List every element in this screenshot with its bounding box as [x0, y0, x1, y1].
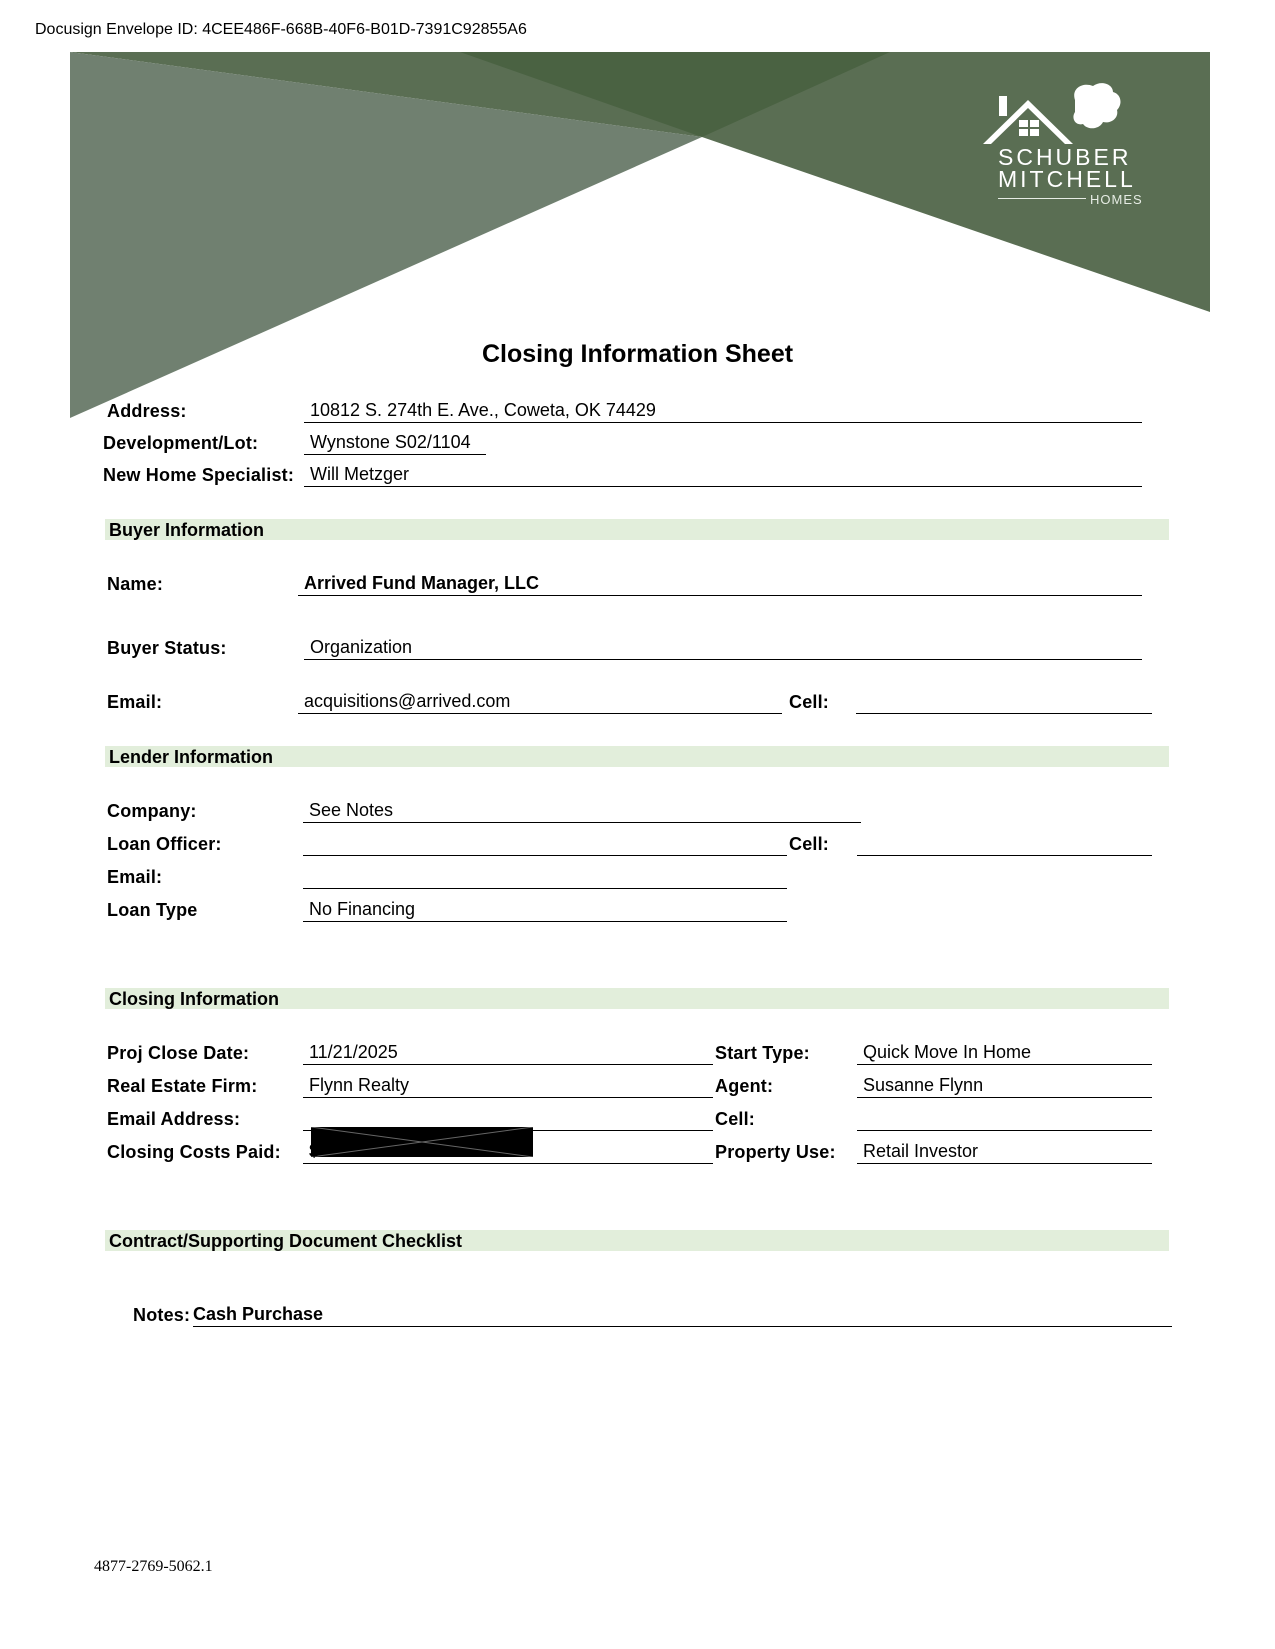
agent-field[interactable]: Susanne Flynn [857, 1074, 1152, 1098]
closing-email-label: Email Address: [107, 1109, 241, 1129]
buyer-section-heading: Buyer Information [105, 519, 1169, 540]
buyer-name-label: Name: [107, 574, 164, 594]
lender-email-field[interactable] [303, 865, 787, 889]
specialist-label: New Home Specialist: [103, 465, 295, 485]
closing-costs-label: Closing Costs Paid: [107, 1142, 281, 1162]
logo-rule [998, 198, 1086, 199]
property-use-field[interactable]: Retail Investor [857, 1140, 1152, 1164]
real-estate-firm-field[interactable]: Flynn Realty [303, 1074, 713, 1098]
buyer-status-field[interactable]: Organization [304, 636, 1142, 660]
development-field[interactable]: Wynstone S02/1104 [304, 431, 486, 455]
address-label: Address: [107, 401, 187, 421]
buyer-email-label: Email: [107, 692, 163, 712]
buyer-cell-field[interactable] [856, 690, 1152, 714]
closing-costs-field[interactable]: $ [303, 1140, 713, 1164]
closing-cell-label: Cell: [715, 1109, 756, 1129]
notes-field[interactable]: Cash Purchase [193, 1303, 1172, 1327]
house-tree-icon [983, 82, 1133, 144]
logo-line1: SCHUBER [998, 144, 1132, 170]
close-date-field[interactable]: 11/21/2025 [303, 1041, 713, 1065]
closing-cell-field[interactable] [857, 1107, 1152, 1131]
development-label: Development/Lot: [103, 433, 259, 453]
lender-cell-field[interactable] [857, 832, 1152, 856]
loan-officer-field[interactable] [303, 832, 787, 856]
lender-cell-label: Cell: [789, 834, 830, 854]
buyer-name-field[interactable]: Arrived Fund Manager, LLC [298, 572, 1142, 596]
checklist-section-heading: Contract/Supporting Document Checklist [105, 1230, 1169, 1251]
buyer-cell-label: Cell: [789, 692, 830, 712]
footer-doc-number: 4877-2769-5062.1 [94, 1558, 213, 1575]
loan-type-label: Loan Type [107, 900, 198, 920]
agent-label: Agent: [715, 1076, 774, 1096]
property-use-label: Property Use: [715, 1142, 836, 1162]
notes-label: Notes: [133, 1305, 191, 1325]
logo-line3: HOMES [1090, 192, 1143, 207]
closing-section-heading: Closing Information [105, 988, 1169, 1009]
company-logo [978, 82, 1178, 212]
start-type-label: Start Type: [715, 1043, 810, 1063]
page-title: Closing Information Sheet [481, 340, 794, 368]
buyer-email-field[interactable]: acquisitions@arrived.com [298, 690, 782, 714]
lender-section-heading: Lender Information [105, 746, 1169, 767]
lender-email-label: Email: [107, 867, 163, 887]
lender-company-field[interactable]: See Notes [303, 799, 861, 823]
lender-company-label: Company: [107, 801, 197, 821]
loan-type-field[interactable]: No Financing [303, 898, 787, 922]
specialist-field[interactable]: Will Metzger [304, 463, 1142, 487]
close-date-label: Proj Close Date: [107, 1043, 250, 1063]
buyer-status-label: Buyer Status: [107, 638, 227, 658]
address-field[interactable]: 10812 S. 274th E. Ave., Coweta, OK 74429 [304, 399, 1142, 423]
real-estate-firm-label: Real Estate Firm: [107, 1076, 258, 1096]
start-type-field[interactable]: Quick Move In Home [857, 1041, 1152, 1065]
envelope-id: Docusign Envelope ID: 4CEE486F-668B-40F6-B01D-7391C92855A6 [35, 21, 527, 38]
loan-officer-label: Loan Officer: [107, 834, 222, 854]
logo-line2: MITCHELL [998, 166, 1136, 192]
